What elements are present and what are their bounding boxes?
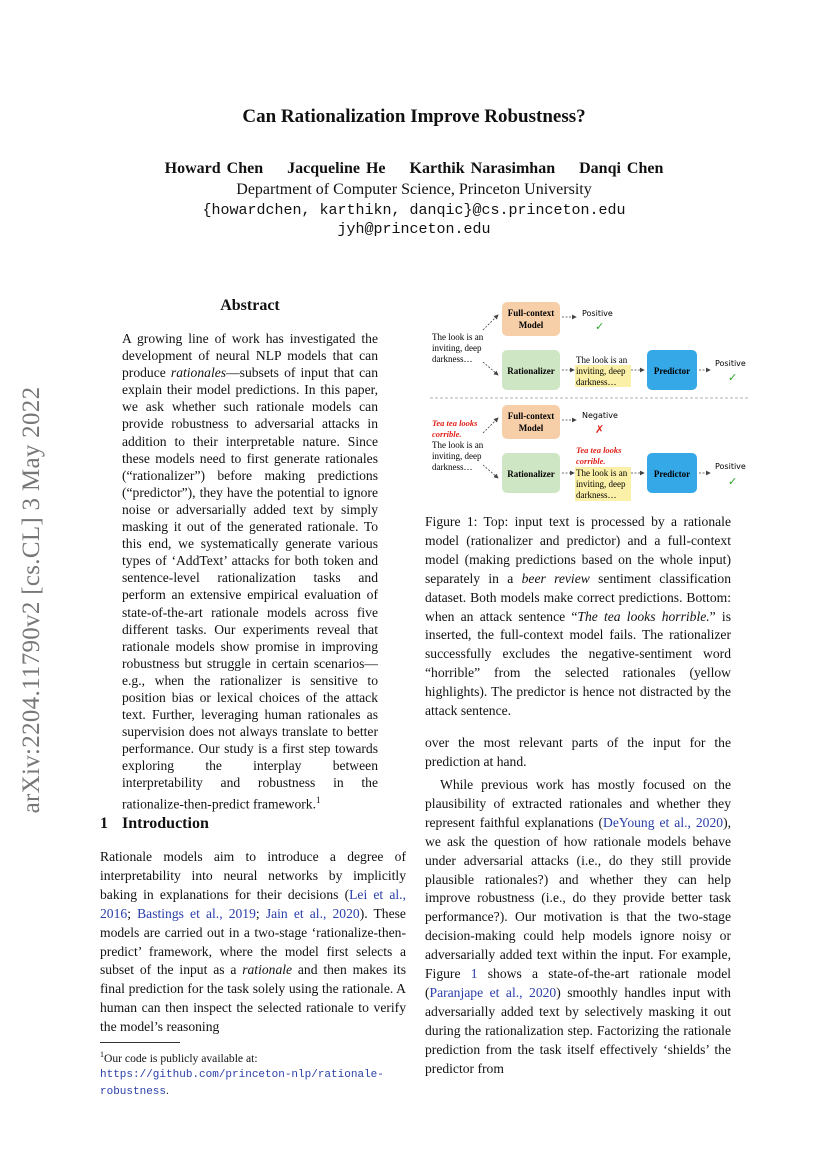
rationale-text-line: darkness… — [576, 490, 617, 500]
rationalizer-label: Rationalizer — [507, 469, 555, 479]
rationale-text-line: inviting, deep — [576, 366, 626, 376]
email-line: {howardchen, karthikn, danqic}@cs.princeton.edu — [202, 202, 626, 219]
check-icon: ✓ — [595, 321, 605, 333]
input-text-line: The look is an — [432, 332, 484, 342]
author-list — [0, 160, 828, 178]
prediction-label: Positive — [715, 359, 746, 368]
body-paragraph: over the most relevant parts of the input for the prediction at hand. — [425, 735, 731, 769]
arxiv-identifier: arXiv:2204.11790v2 [cs.CL] 3 May 2022 — [18, 386, 45, 814]
prediction-label: Positive — [582, 309, 613, 318]
author: Danqi Chen — [579, 160, 664, 177]
full-context-label: Full-context — [507, 308, 555, 318]
flow-arrow — [483, 362, 498, 375]
author: Karthik Narasimhan — [409, 160, 556, 177]
footnote-rule — [100, 1042, 180, 1043]
figure-ref-link[interactable]: 1 — [470, 966, 478, 982]
footnote-marker[interactable]: 1 — [316, 794, 321, 805]
flow-arrow — [483, 418, 498, 433]
footnote: $^1$Our code is publicly available at: https://github.com/princeton-nlp/rationale-robustness. — [100, 1050, 384, 1098]
rationale-text-line: darkness… — [576, 377, 617, 387]
flow-arrow — [483, 465, 498, 478]
citation-link[interactable]: Lei et al., 2016 — [100, 886, 406, 921]
flow-arrow — [483, 315, 498, 330]
citation-link[interactable]: Jain et al., 2020 — [265, 905, 360, 921]
full-context-label: Model — [518, 423, 544, 433]
code-url-link[interactable]: https://github.com/princeton-nlp/rationale-robustness — [100, 1068, 384, 1098]
input-text-line: darkness… — [432, 354, 473, 364]
predictor-label: Predictor — [653, 469, 691, 479]
full-context-label: Model — [518, 320, 544, 330]
attack-text-line: corrible. — [432, 429, 462, 439]
check-icon: ✓ — [728, 372, 738, 384]
figure-1-diagram — [425, 300, 755, 506]
attack-text-line: Tea tea looks — [432, 418, 478, 428]
section-heading: 1 Introduction — [100, 815, 209, 832]
rationale-text-line: The look is an — [576, 355, 628, 365]
full-context-label: Full-context — [507, 411, 555, 421]
affiliation: Department of Computer Science, Princeton University — [236, 181, 592, 198]
abstract-heading: Abstract — [220, 297, 280, 314]
input-text-line: inviting, deep — [432, 451, 482, 461]
intro-paragraph: Rationale models aim to introduce a degree of interpretability into neural networks by implicitly baking in explanations for their decisions (Lei et al., 2016; Bastings et al., 2019; Jain et al., 2020). These models are carried out in a two-stage ‘rationalize-then-predict’ framework, where the model first selects a subset of the input as a rationale and then makes its final prediction for the task solely using the rationale. A human can then inspect the selected rationale to verify the model’s reasoning — [100, 849, 406, 1035]
abstract-text: A growing line of work has investigated the development of neural NLP models that can produce rationales—subsets of input that can explain their model predictions. In this paper, we ask whether such rationale models can provide robustness to adversarial attacks in addition to their interpretable nature. Since these models need to first generate rationales (“rationalizer”) before making predictions (“predictor”), they have the potential to ignore noise or adversarially added text by simply masking it out of the generated rationale. To this end, we systematically generate various types of ‘AddText’ attacks for both token and sentence-level rationalization tasks and perform an extensive empirical evaluation of state-of-the-art rationale models across five different tasks. Our experiments reveal that rationale models show promise in improving robustness but struggle in certain scenarios—e.g., when the rationalizer is sensitive to position bias or lexical choices of the attack text. Further, leveraging human rationales as supervision does not always translate to better performance. Our study is a first step towards exploring the interplay between interpretability and robustness in the rationalize-then-predict framework.$^1$ — [122, 331, 378, 812]
attack-text-line: corrible. — [576, 456, 606, 466]
author: Jacqueline He — [287, 160, 386, 177]
input-text-line: The look is an — [432, 440, 484, 450]
author: Howard Chen — [164, 160, 264, 177]
rationale-text-line: inviting, deep — [576, 479, 626, 489]
prediction-label: Positive — [715, 462, 746, 471]
cross-icon: ✗ — [595, 424, 605, 436]
rationale-text-line: The look is an — [576, 468, 628, 478]
paper-title: Can Rationalization Improve Robustness? — [242, 106, 586, 127]
prediction-label: Negative — [582, 411, 618, 420]
rationalizer-label: Rationalizer — [507, 366, 555, 376]
body-paragraph: While previous work has mostly focused on the plausibility of extracted rationales and whether they represent faithful explanations (DeYoung et al., 2020), we ask the question of how rationale models behave under adversarial attacks (i.e., do they still provide plausible rationales?) and whether they can help improve robustness (i.e., do they provide better task performance?). Our motivation is that the two-stage decision-making could help models ignore noisy or adversarially added text within the input. For example, Figure 1 shows a state-of-the-art rationale model (Paranjape et al., 2020) smoothly handles input with adversarially added text by selectively masking it out during the rationalization step. Factorizing the rationale prediction from the task itself effectively ‘shields’ the predictor from — [425, 777, 732, 1076]
citation-link[interactable]: Bastings et al., 2019 — [137, 905, 256, 921]
figure-caption: Figure 1: Top: input text is processed by a rationale model (rationalizer and predictor) and a full-context model (making predictions based on the whole input) separately in a beer review sentiment classification dataset. Both models make correct predictions. Bottom: when an attack sentence “The tea looks horrible.” is inserted, the full-context model fails. The rationalizer successfully excludes the negative-sentiment word “horrible” from the selected rationales (yellow highlights). The predictor is hence not distracted by the attack sentence. — [425, 514, 731, 719]
citation-link[interactable]: Paranjape et al., 2020 — [429, 984, 557, 1000]
predictor-label: Predictor — [653, 366, 691, 376]
input-text-line: inviting, deep — [432, 343, 482, 353]
input-text-line: darkness… — [432, 462, 473, 472]
email-line: jyh@princeton.edu — [337, 221, 491, 238]
attack-text-line: Tea tea looks — [576, 445, 622, 455]
check-icon: ✓ — [728, 476, 738, 488]
citation-link[interactable]: DeYoung et al., 2020 — [603, 814, 724, 830]
